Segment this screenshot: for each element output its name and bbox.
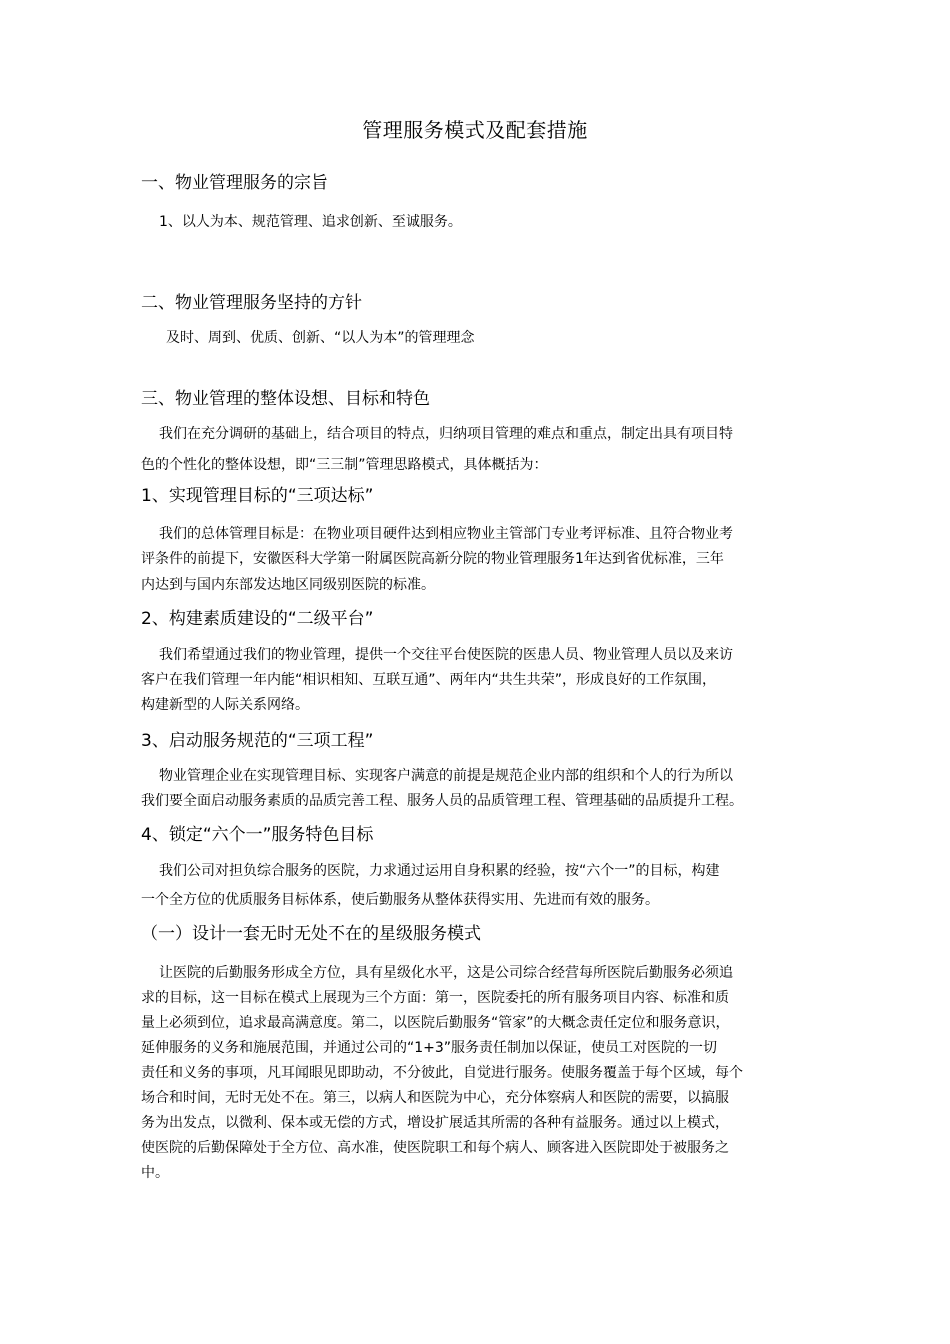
subheading-two-platforms: 2、构建素质建设的“二级平台” (141, 609, 374, 629)
paragraph-line: 物业管理企业在实现管理目标、实现客户满意的前提是规范企业内部的组织和个人的行为所以 (159, 768, 733, 784)
paragraph-line: 内达到与国内东部发达地区同级别医院的标准。 (141, 577, 435, 593)
page-title: 管理服务模式及配套措施 (362, 118, 588, 142)
purpose-text: 1、以人为本、规范管理、追求创新、至诚服务。 (159, 214, 462, 230)
section-heading-purpose: 一、物业管理服务的宗旨 (141, 173, 328, 193)
paragraph-line: 我们在充分调研的基础上，结合项目的特点，归纳项目管理的难点和重点，制定出具有项目特 (159, 426, 733, 442)
paragraph-line: 延伸服务的义务和施展范围，并通过公司的“1+3”服务责任制加以保证，使员工对医院的一切 (141, 1040, 718, 1056)
subheading-three-targets: 1、实现管理目标的“三项达标” (141, 486, 374, 506)
policy-text: 及时、周到、优质、创新、“以人为本”的管理理念 (166, 330, 475, 346)
subheading-six-ones: 4、锁定“六个一”服务特色目标 (141, 825, 374, 845)
paragraph-line: 中。 (141, 1165, 169, 1181)
paragraph-line: 我们的总体管理目标是：在物业项目硬件达到相应物业主管部门专业考评标准、且符合物业考 (159, 526, 733, 542)
paragraph-line: 我们要全面启动服务素质的品质完善工程、服务人员的品质管理工程、管理基础的品质提升工程。 (141, 793, 743, 809)
paragraph-line: 评条件的前提下，安徽医科大学第一附属医院高新分院的物业管理服务1年达到省优标准，三年 (141, 551, 724, 567)
paragraph-line: 我们希望通过我们的物业管理，提供一个交往平台使医院的医患人员、物业管理人员以及来访 (159, 647, 733, 663)
section-heading-concept: 三、物业管理的整体设想、目标和特色 (141, 389, 430, 409)
subheading-three-projects: 3、启动服务规范的“三项工程” (141, 731, 374, 751)
paragraph-line: 责任和义务的事项，凡耳闻眼见即助动，不分彼此，自觉进行服务。使服务覆盖于每个区域，每个 (141, 1065, 743, 1081)
paragraph-line: 务为出发点，以微利、保本或无偿的方式，增设扩展适其所需的各种有益服务。通过以上模式， (141, 1115, 729, 1131)
paragraph-line: 量上必须到位，追求最高满意度。第二，以医院后勤服务“管家”的大概念责任定位和服务意识， (141, 1015, 730, 1031)
subheading-star-service: （一）设计一套无时无处不在的星级服务模式 (141, 924, 481, 944)
paragraph-line: 色的个性化的整体设想，即“三三制”管理思路模式，具体概括为： (141, 457, 548, 473)
paragraph-line: 构建新型的人际关系网络。 (141, 697, 309, 713)
paragraph-line: 让医院的后勤服务形成全方位，具有星级化水平，这是公司综合经营每所医院后勤服务必须追 (159, 965, 733, 981)
paragraph-line: 客户在我们管理一年内能“相识相知、互联互通”、两年内“共生共荣”，形成良好的工作氛围， (141, 672, 717, 688)
paragraph-line: 我们公司对担负综合服务的医院，力求通过运用自身积累的经验，按“六个一”的目标，构建 (159, 863, 720, 879)
paragraph-line: 使医院的后勤保障处于全方位、高水准，使医院职工和每个病人、顾客进入医院即处于被服务之 (141, 1140, 729, 1156)
section-heading-policy: 二、物业管理服务坚持的方针 (141, 293, 362, 313)
paragraph-line: 一个全方位的优质服务目标体系，使后勤服务从整体获得实用、先进而有效的服务。 (141, 892, 659, 908)
paragraph-line: 场合和时间，无时无处不在。第三，以病人和医院为中心，充分体察病人和医院的需要，以搞服 (141, 1090, 729, 1106)
paragraph-line: 求的目标，这一目标在模式上展现为三个方面：第一，医院委托的所有服务项目内容、标准和质 (141, 990, 729, 1006)
